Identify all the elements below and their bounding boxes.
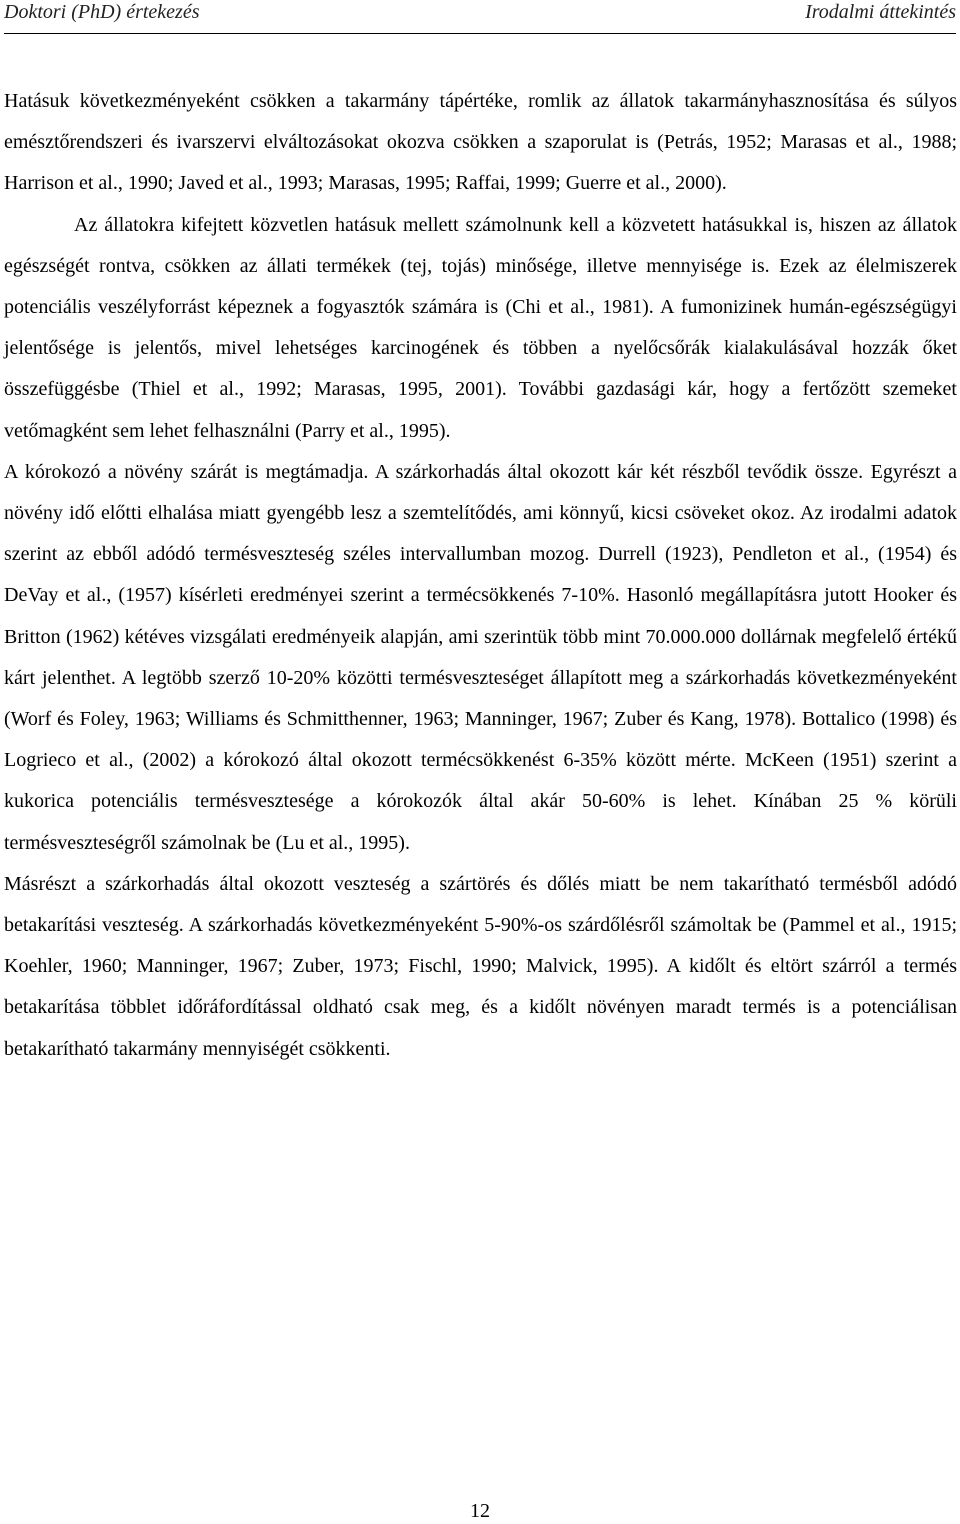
body-text [4, 81, 957, 1070]
paragraph-indirect-effects: Az állatokra kifejtett közvetlen hatásuk mellett számolnunk kell a közvetett hatásukkal is, hiszen az állatok egészségét rontva, csökken az állati termékek (tej, tojás) minősége, illetve mennyisége is. Ezek az élelmiszerek potenciális veszélyforrást képeznek a fogyasztók számára is (Chi et al., 1981). A fumonizinek humán-egészségügyi jelentősége is jelentős, mivel lehetséges karcinogének és többen a nyelőcsőrák kialakulásával hozzák őket összefüggésbe (Thiel et al., 1992; Marasas, 1995, 2001). További gazdasági kár, hogy a fertőzött szemeket vetőmagként sem lehet felhasználni (Parry et al., 1995). [4, 213, 957, 442]
header-section-title: Irodalmi áttekintés [805, 1, 956, 23]
page-header [4, 0, 956, 30]
paragraph-harvest-loss: Másrészt a szárkorhadás által okozott veszteség a szártörés és dőlés miatt be nem takarítható termésből adódó betakarítási veszteség. A szárkorhadás következményeként 5-90%-os szárdőlésről számoltak be (Pammel et al., 1915; Koehler, 1960; Manninger, 1967; Zuber, 1973; Fischl, 1990; Malvick, 1995). A kidőlt és eltört szárról a termés betakarítása többlet időráfordítással oldható csak meg, és a kidőlt növényen maradt termés is a potenciálisan betakarítható takarmány mennyiségét csökkenti. [4, 872, 957, 1060]
paragraph-effects-on-animals: Hatásuk következményeként csökken a takarmány tápértéke, romlik az állatok takarmányhasznosítása és súlyos emésztőrendszeri és ivarszervi elváltozásokat okozva csökken a szaporulat is (Petrás, 1952; Marasas et al., 1988; Harrison et al., 1990; Javed et al., 1993; Marasas, 1995; Raffai, 1999; Guerre et al., 2000). [4, 90, 957, 195]
paragraph-stalk-rot-yield-loss: A kórokozó a növény szárát is megtámadja. A szárkorhadás által okozott kár két részből tevődik össze. Egyrészt a növény idő előtti elhalása miatt gyengébb lesz a szemtelítődés, ami könnyű, kicsi csöveket okoz. Az irodalmi adatok szerint az ebből adódó termésveszteség széles intervallumban mozog. Durrell (1923), Pendleton et al., (1954) és DeVay et al., (1957) kísérleti eredményei szerint a termécsökkenés 7-10%. Hasonló megállapításra jutott Hooker és Britton (1962) kétéves vizsgálati eredményeik alapján, ami szerintük több mint 70.000.000 dollárnak megfelelő értékű kárt jelenthet. A legtöbb szerző 10-20% közötti termésveszteséget állapított meg a szárkorhadás következményeként (Worf és Foley, 1963; Williams és Schmitthenner, 1963; Manninger, 1967; Zuber és Kang, 1978). Bottalico (1998) és Logrieco et al., (2002) a kórokozó által okozott termécsökkenést 6-35% között mérte. McKeen (1951) szerint a kukorica potenciális termésvesztesége a kórokozók által akár 50-60% is lehet. Kínában 25 % körüli termésveszteségről számolnak be (Lu et al., 1995). [4, 460, 957, 854]
header-document-type: Doktori (PhD) értekezés [4, 1, 200, 23]
page-number: 12 [470, 1500, 490, 1522]
header-divider [4, 33, 956, 34]
